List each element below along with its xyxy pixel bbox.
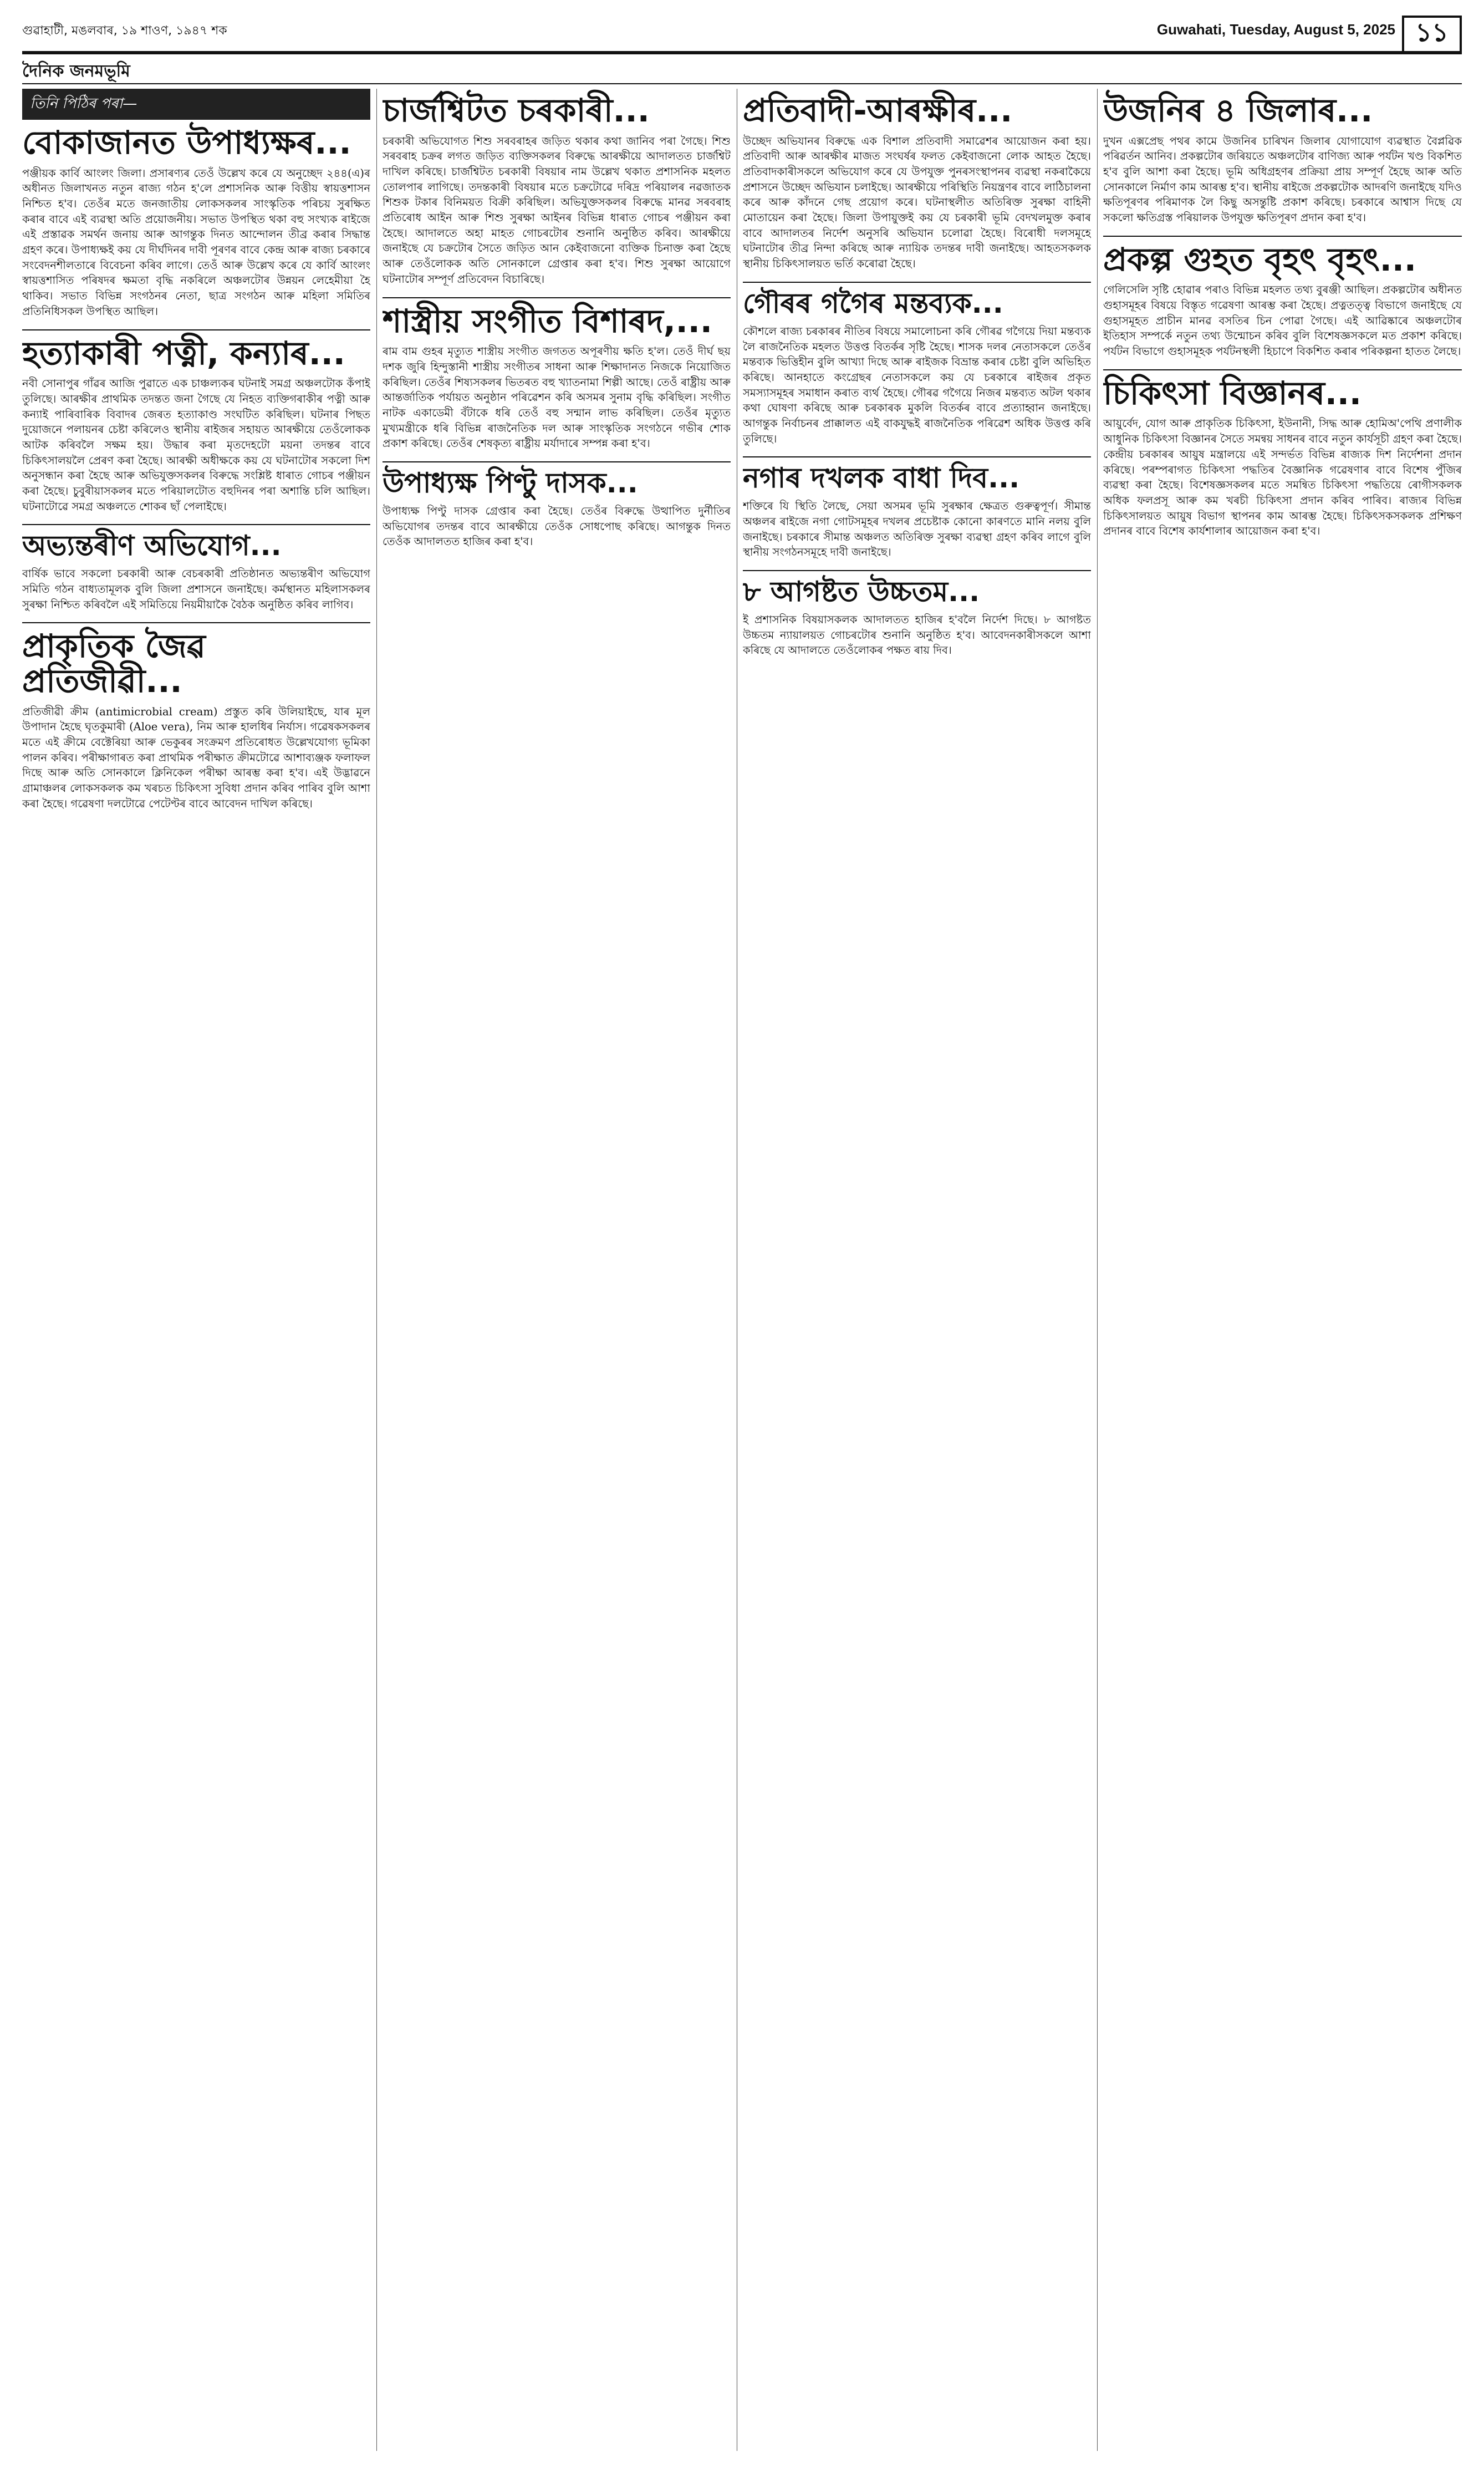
page-header [22,16,1462,48]
article-body: পঞ্জীয়ক কাৰ্বি আংলং জিলা। প্ৰসাৰণ্যৰ তেওঁ উল্লেখ কৰে যে অনুচ্ছেদ ২৪৪(এ)ৰ অধীনত জিলাখনত নতুন ৰাজ্য গঠন হ'লে প্ৰশাসনিক আৰু বিত্তীয় স্বায়ত্তশাসন নিশ্চিত হ'ব। তেওঁৰ মতে জনজাতীয় লোকসকলৰ সাংস্কৃতিক পৰিচয় সুৰক্ষিত কৰাৰ বাবে এই ব্যৱস্থা অতি প্ৰয়োজনীয়। সভাত উপস্থিত থকা বহু সংখ্যক ৰাইজে এই প্ৰস্তাৱক সমৰ্থন জনায় আৰু আগন্তুক দিনত আন্দোলন তীব্ৰ কৰাৰ সিদ্ধান্ত গ্ৰহণ কৰে। উপাধ্যক্ষই কয় যে দীৰ্ঘদিনৰ দাবী পূৰণৰ বাবে কেন্দ্ৰ আৰু ৰাজ্য চৰকাৰে সংবেদনশীলতাৰে বিবেচনা কৰিব লাগে। তেওঁ আৰু উল্লেখ কৰে যে কাৰ্বি আংলং স্বায়ত্তশাসিত পৰিষদৰ ক্ষমতা বৃদ্ধি নকৰিলে অঞ্চলটোৰ উন্নয়ন লেহেমীয়া হৈ থাকিব। সভাত বিভিন্ন সংগঠনৰ নেতা, ছাত্ৰ সংগঠন আৰু মহিলা সমিতিৰ প্ৰতিনিধিসকল উপস্থিত আছিল। [22,166,370,318]
article-headline: প্ৰকল্প গুহত বৃহৎ বৃহৎ... [1103,240,1416,278]
article-divider [22,622,370,623]
article-divider [743,456,1091,457]
article-headline: হত্যাকাৰী পত্নী, কন্যাৰ... [22,334,345,372]
header-rule [22,51,1462,54]
column-divider [376,89,377,2451]
article-body: ৰাম বাম গুহৰ মৃত্যুত শাস্ত্ৰীয় সংগীত জগতত অপূৰণীয় ক্ষতি হ'ল। তেওঁ দীৰ্ঘ ছয় দশক জুৰি হিন্দুস্তানী শাস্ত্ৰীয় সংগীতৰ সাধনা আৰু শিক্ষাদানত নিজকে নিয়োজিত কৰিছিল। তেওঁৰ শিষ্যসকলৰ ভিতৰত বহু খ্যাতনামা শিল্পী আছে। তেওঁ ৰাষ্ট্ৰীয় আৰু আন্তৰ্জাতিক পৰ্যায়ত অনুষ্ঠান পৰিৱেশন কৰি অসমৰ সুনাম বৃদ্ধি কৰিছিল। সংগীত নাটক একাডেমী বঁটাকে ধৰি তেওঁ বহু সন্মান লাভ কৰিছিল। তেওঁৰ মৃত্যুত মুখ্যমন্ত্ৰীকে ধৰি বিভিন্ন ৰাজনৈতিক দল আৰু সাংস্কৃতিক সংগঠনে গভীৰ শোক প্ৰকাশ কৰিছে। তেওঁৰ শেষকৃত্য ৰাষ্ট্ৰীয় মৰ্যাদাৰে সম্পন্ন কৰা হ'ব। [383,345,731,450]
article [743,288,1091,447]
article [1103,242,1462,359]
article-headline: অভ্যন্তৰীণ অভিযোগ... [22,530,282,562]
article-body: শক্তিৰে যি স্থিতি লৈছে, সেয়া অসমৰ ভূমি সুৰক্ষাৰ ক্ষেত্ৰত গুৰুত্বপূৰ্ণ। সীমান্ত অঞ্চলৰ ৰাইজে নগা গোটসমূহৰ দখলৰ প্ৰচেষ্টাক কোনো কাৰণতে মানি নলয় বুলি জনাইছে। চৰকাৰে সীমান্ত অঞ্চলত অতিৰিক্ত সুৰক্ষা ব্যৱস্থা গ্ৰহণ কৰিব লাগে বুলি স্থানীয় সংগঠনসমূহে দাবী জনাইছে। [743,500,1091,559]
masthead: দৈনিক জনমভূমি [22,62,130,81]
article-headline: চাৰ্জশ্বিটত চৰকাৰী... [383,91,650,129]
article [1103,376,1462,539]
article-headline: উজনিৰ ৪ জিলাৰ... [1103,91,1373,129]
article [22,336,370,515]
article [383,468,731,550]
article [22,531,370,612]
article [1103,93,1462,226]
article [22,629,370,811]
article-divider [743,282,1091,283]
article-headline: ৮ আগষ্টত উচ্চতম... [743,576,980,608]
article-divider [383,297,731,298]
article [743,93,1091,272]
article-headline: বোকাজানত উপাধ্যক্ষৰ... [22,124,351,161]
article-headline: প্ৰাকৃতিক জৈৱ প্ৰতিজীৱী... [22,627,206,700]
continued-kicker: তিনি পিঠিৰ পৰা— [22,89,370,120]
article-headline: নগাৰ দখলক বাধা দিব... [743,462,1020,495]
article [22,125,370,319]
article-headline: চিকিৎসা বিজ্ঞানৰ... [1103,374,1361,412]
article-body: বাৰ্ষিক ভাবে সকলো চৰকাৰী আৰু বেচৰকাৰী প্ৰতিষ্ঠানত অভ্যন্তৰীণ অভিযোগ সমিতি গঠন বাধ্যতামূলক বুলি জিলা প্ৰশাসনে জনাইছে। কৰ্মস্থানত মহিলাসকলৰ সুৰক্ষা নিশ্চিত কৰিবলৈ এই সমিতিয়ে নিয়মীয়াকৈ বৈঠক অনুষ্ঠিত কৰিব লাগিব। [22,567,370,611]
article-headline: উপাধ্যক্ষ পিণ্টু দাসক... [383,466,638,499]
article-headline: গৌৰৰ গগৈৰ মন্তব্যক... [743,287,1003,319]
article-headline: শাস্ত্ৰীয় সংগীত বিশাৰদ,... [383,302,712,340]
dateline-english: Guwahati, Tuesday, August 5, 2025 [1156,21,1395,38]
article-body: ই প্ৰশাসনিক বিষয়াসকলক আদালতত হাজিৰ হ'বলৈ নিৰ্দেশ দিছে। ৮ আগষ্টত উচ্চতম ন্যায়ালয়ত গোচৰটোৰ শুনানি অনুষ্ঠিত হ'ব। আবেদনকাৰীসকলে আশা কৰিছে যে আদালতে তেওঁলোকৰ পক্ষত ৰায় দিব। [743,613,1091,657]
article-body: গেলিসেলি সৃষ্টি হোৱাৰ পৰাও বিভিন্ন মহলত তথ্য বুৰঞ্জী আছিল। প্ৰকল্পটোৰ অধীনত গুহাসমূহৰ বিষয়ে বিস্তৃত গৱেষণা আৰম্ভ কৰা হৈছে। প্ৰত্নতত্ত্ব বিভাগে জনাইছে যে গুহাসমূহত প্ৰাচীন মানৱ বসতিৰ চিন পোৱা গৈছে। এই আৱিষ্কাৰে অঞ্চলটোৰ ইতিহাস সম্পৰ্কে নতুন তথ্য উন্মোচন কৰিব বুলি বিশেষজ্ঞসকলে মত প্ৰকাশ কৰিছে। পৰ্যটন বিভাগে গুহাসমূহক পৰ্যটনস্থলী হিচাপে বিকশিত কৰাৰ পৰিকল্পনা হাতত লৈছে। [1103,283,1462,358]
article [743,463,1091,560]
article [383,93,731,287]
article-body: উচ্ছেদ অভিযানৰ বিৰুদ্ধে এক বিশাল প্ৰতিবাদী সমাৱেশৰ আয়োজন কৰা হয়। প্ৰতিবাদী আৰু আৰক্ষীৰ মাজত সংঘৰ্ষৰ ফলত কেইবাজনো লোক আহত হৈছে। প্ৰতিবাদকাৰীসকলে অভিযোগ কৰে যে উপযুক্ত পুনৰসংস্থাপনৰ ব্যৱস্থা নকৰাকৈয়ে প্ৰশাসনে উচ্ছেদ অভিযান চলাইছে। আৰক্ষীয়ে পৰিস্থিতি নিয়ন্ত্ৰণৰ বাবে লাঠিচালনা কৰে আৰু কাঁদনে গেছ প্ৰয়োগ কৰে। ঘটনাস্থলীত অতিৰিক্ত সুৰক্ষা বাহিনী মোতায়েন কৰা হৈছে। জিলা উপায়ুক্তই কয় যে চৰকাৰী ভূমি বেদখলমুক্ত কৰাৰ বাবে আদালতৰ নিৰ্দেশ অনুসৰি অভিযান চলোৱা হৈছে। বিৰোধী দলসমূহে ঘটনাটোৰ তীব্ৰ নিন্দা কৰিছে আৰু ন্যায়িক তদন্তৰ দাবী জনাইছে। আহতসকলক স্থানীয় চিকিৎসালয়ত ভৰ্তি কৰোৱা হৈছে। [743,134,1091,271]
article-body: প্ৰতিজীৱী ক্ৰীম (antimicrobial cream) প্ৰস্তুত কৰি উলিয়াইছে, যাৰ মূল উপাদান হৈছে ঘৃতকুমাৰী (Aloe vera), নিম আৰু হালধিৰ নিৰ্যাস। গৱেষকসকলৰ মতে এই ক্ৰীমে বেক্টেৰিয়া আৰু ভেকুৰৰ সংক্ৰমণ প্ৰতিৰোধত উল্লেখযোগ্য ভূমিকা পালন কৰিব। পৰীক্ষাগাৰত কৰা প্ৰাথমিক পৰীক্ষাত ক্ৰীমটোৱে আশাব্যঞ্জক ফলাফল দিছে আৰু অতি সোনকালে ক্লিনিকেল পৰীক্ষা আৰম্ভ কৰা হ'ব। এই উদ্ভাৱনে গ্ৰামাঞ্চলৰ লোকসকলক কম খৰচত চিকিৎসা সুবিধা প্ৰদান কৰিব পাৰিব বুলি আশা কৰা হৈছে। গৱেষণা দলটোৱে পেটেণ্টৰ বাবে আবেদন দাখিল কৰিছে। [22,705,370,810]
article-divider [22,524,370,525]
article-divider [1103,236,1462,237]
article-body: নবী সোনাপুৰ গাঁৱৰ আজি পুৱাতে এক চাঞ্চল্যকৰ ঘটনাই সমগ্ৰ অঞ্চলটোক কঁপাই তুলিছে। আৰক্ষীৰ প্ৰাথমিক তদন্তত জনা গৈছে যে নিহত ব্যক্তিগৰাকীৰ পত্নী আৰু কন্যাই পাৰিবাৰিক বিবাদৰ জেৰত হত্যাকাণ্ড সংঘটিত কৰিছিল। ঘটনাৰ পিছত দুয়োজনে পলায়নৰ চেষ্টা কৰিলেও স্থানীয় ৰাইজৰ সহায়ত আৰক্ষীয়ে তেওঁলোকক আটক কৰিবলৈ সক্ষম হয়। উদ্ধাৰ কৰা মৃতদেহটো ময়না তদন্তৰ বাবে চিকিৎসালয়লৈ প্ৰেৰণ কৰা হৈছে। আৰক্ষী অধীক্ষকে কয় যে ঘটনাটোৰ সকলো দিশ অনুসন্ধান কৰা হৈছে আৰু অভিযুক্তসকলৰ বিৰুদ্ধে সংশ্লিষ্ট ধাৰাত গোচৰ পঞ্জীয়ন কৰা হৈছে। চুবুৰীয়াসকলৰ মতে পৰিয়ালটোত বহুদিনৰ পৰা অশান্তি চলি আছিল। ঘটনাটোৱে সমগ্ৰ অঞ্চলতে শোকৰ ছাঁ পেলাইছে। [22,377,370,513]
column-divider [1097,89,1098,2451]
header-rule-thin [22,83,1462,84]
article-body: দুখন এক্সপ্ৰেছ পথৰ কামে উজনিৰ চাৰিখন জিলাৰ যোগাযোগ ব্যৱস্থাত বৈপ্লৱিক পৰিৱৰ্তন আনিব। প্ৰকল্পটোৰ জৰিয়তে অঞ্চলটোৰ বাণিজ্য আৰু পৰ্যটন খণ্ড বিকশিত হ'ব বুলি আশা কৰা হৈছে। ভূমি অধিগ্ৰহণৰ প্ৰক্ৰিয়া প্ৰায় সম্পূৰ্ণ হৈছে আৰু অতি সোনকালে নিৰ্মাণ কাম আৰম্ভ হ'ব। স্থানীয় ৰাইজে প্ৰকল্পটোক আদৰণি জনাইছে যদিও ক্ষতিপূৰণৰ পৰিমাণক লৈ কিছু অসন্তুষ্টি প্ৰকাশ কৰিছে। চৰকাৰে আশ্বাস দিছে যে সকলো ক্ষতিগ্ৰস্ত পৰিয়ালক উপযুক্ত ক্ষতিপূৰণ প্ৰদান কৰা হ'ব। [1103,134,1462,225]
article [743,577,1091,658]
page-number: ১১ [1402,16,1462,53]
article-divider [22,329,370,330]
article-body: আয়ুৰ্বেদ, যোগ আৰু প্ৰাকৃতিক চিকিৎসা, ইউনানী, সিদ্ধ আৰু হোমিঅ'পেথি প্ৰণালীক আধুনিক চিকিৎসা বিজ্ঞানৰ সৈতে সমন্বয় সাধনৰ বাবে নতুন কাৰ্যসূচী গ্ৰহণ কৰা হৈছে। কেন্দ্ৰীয় চৰকাৰৰ আয়ুষ মন্ত্ৰালয়ে এই সন্দৰ্ভত বিভিন্ন ৰাজ্যক দিশ নিৰ্দেশনা প্ৰদান কৰিছে। পৰম্পৰাগত চিকিৎসা পদ্ধতিৰ বৈজ্ঞানিক গৱেষণাৰ বাবে বিশেষ পুঁজিৰ ব্যৱস্থা কৰা হৈছে। বিশেষজ্ঞসকলৰ মতে সমন্বিত চিকিৎসা পদ্ধতিয়ে ৰোগীসকলক অধিক ফলপ্ৰসূ আৰু কম খৰচী চিকিৎসা প্ৰদান কৰিব পাৰিব। ৰাজ্যৰ বিভিন্ন চিকিৎসালয়ত আয়ুষ বিভাগ স্থাপনৰ কাম আৰম্ভ হৈছে। চিকিৎসকসকলক প্ৰশিক্ষণ প্ৰদানৰ বাবে বিশেষ কাৰ্যশালাৰ আয়োজন কৰা হ'ব। [1103,417,1462,538]
column-3 [743,89,1091,2451]
article [383,304,731,451]
article-body: উপাধ্যক্ষ পিণ্টু দাসক গ্ৰেপ্তাৰ কৰা হৈছে। তেওঁৰ বিৰুদ্ধে উত্থাপিত দুৰ্নীতিৰ অভিযোগৰ তদন্তৰ বাবে আৰক্ষীয়ে তেওঁক সোধপোছ কৰিছে। আগন্তুক দিনত তেওঁক আদালতত হাজিৰ কৰা হ'ব। [383,504,731,548]
article-divider [1103,369,1462,370]
article-body: কৌশলে ৰাজ্য চৰকাৰৰ নীতিৰ বিষয়ে সমালোচনা কৰি গৌৰৱ গগৈয়ে দিয়া মন্তব্যক লৈ ৰাজনৈতিক মহলত উত্তপ্ত বিতৰ্কৰ সৃষ্টি হৈছে। শাসক দলৰ নেতাসকলে তেওঁৰ মন্তব্যক ভিত্তিহীন বুলি আখ্যা দিছে আৰু ৰাইজক বিভ্ৰান্ত কৰাৰ চেষ্টা বুলি অভিহিত কৰিছে। আনহাতে কংগ্ৰেছৰ নেতাসকলে কয় যে চৰকাৰে ৰাইজৰ প্ৰকৃত সমস্যাসমূহৰ সমাধান কৰাত ব্যৰ্থ হৈছে। গৌৰৱ গগৈয়ে নিজৰ মন্তব্যত অটল থকাৰ কথা ঘোষণা কৰিছে আৰু চৰকাৰক মুকলি বিতৰ্কৰ বাবে প্ৰত্যাহ্বান জনাইছে। আগন্তুক নিৰ্বাচনৰ প্ৰাক্কালত এই বাকযুদ্ধই ৰাজনৈতিক পৰিৱেশ অধিক উত্তপ্ত কৰি তুলিছে। [743,324,1091,445]
column-1 [22,89,370,2451]
dateline-assamese: গুৱাহাটী, মঙলবাৰ, ১৯ শাওণ, ১৯৪৭ শক [22,24,227,38]
article-divider [383,461,731,462]
article-body: চৰকাৰী অভিযোগত শিশু সৰবৰাহৰ জড়িত থকাৰ কথা জানিব পৰা গৈছে। শিশু সৰবৰাহ চক্ৰৰ লগত জড়িত ব্যক্তিসকলৰ বিৰুদ্ধে আৰক্ষীয়ে আদালতত চাৰ্জশ্বিট দাখিল কৰিছে। চাৰ্জশ্বিটত চৰকাৰী বিষয়াৰ নাম উল্লেখ থকাত প্ৰশাসনিক মহলত তোলপাৰ লাগিছে। তদন্তকাৰী বিষয়াৰ মতে চক্ৰটোৱে দৰিদ্ৰ পৰিয়ালৰ নৱজাতক শিশুক টকাৰ বিনিময়ত বিক্ৰী কৰিছিল। অভিযুক্তসকলৰ বিৰুদ্ধে মানৱ সৰবৰাহ প্ৰতিৰোধ আইন আৰু শিশু সুৰক্ষা আইনৰ বিভিন্ন ধাৰাত গোচৰ পঞ্জীয়ন কৰা হৈছে। আদালতে অহা মাহত গোচৰটোৰ শুনানি অনুষ্ঠিত কৰিব। আৰক্ষীয়ে জনাইছে যে চক্ৰটোৰ সৈতে জড়িত আন কেইবাজনো ব্যক্তিক চিনাক্ত কৰা হৈছে আৰু তেওঁলোকক অতি সোনকালে গ্ৰেপ্তাৰ কৰা হ'ব। শিশু সুৰক্ষা আয়োগে ঘটনাটোৰ সম্পূৰ্ণ প্ৰতিবেদন বিচাৰিছে। [383,134,731,286]
article-headline: প্ৰতিবাদী-আৰক্ষীৰ... [743,91,1013,129]
article-divider [743,570,1091,571]
column-4 [1103,89,1462,2451]
column-2 [383,89,731,2451]
